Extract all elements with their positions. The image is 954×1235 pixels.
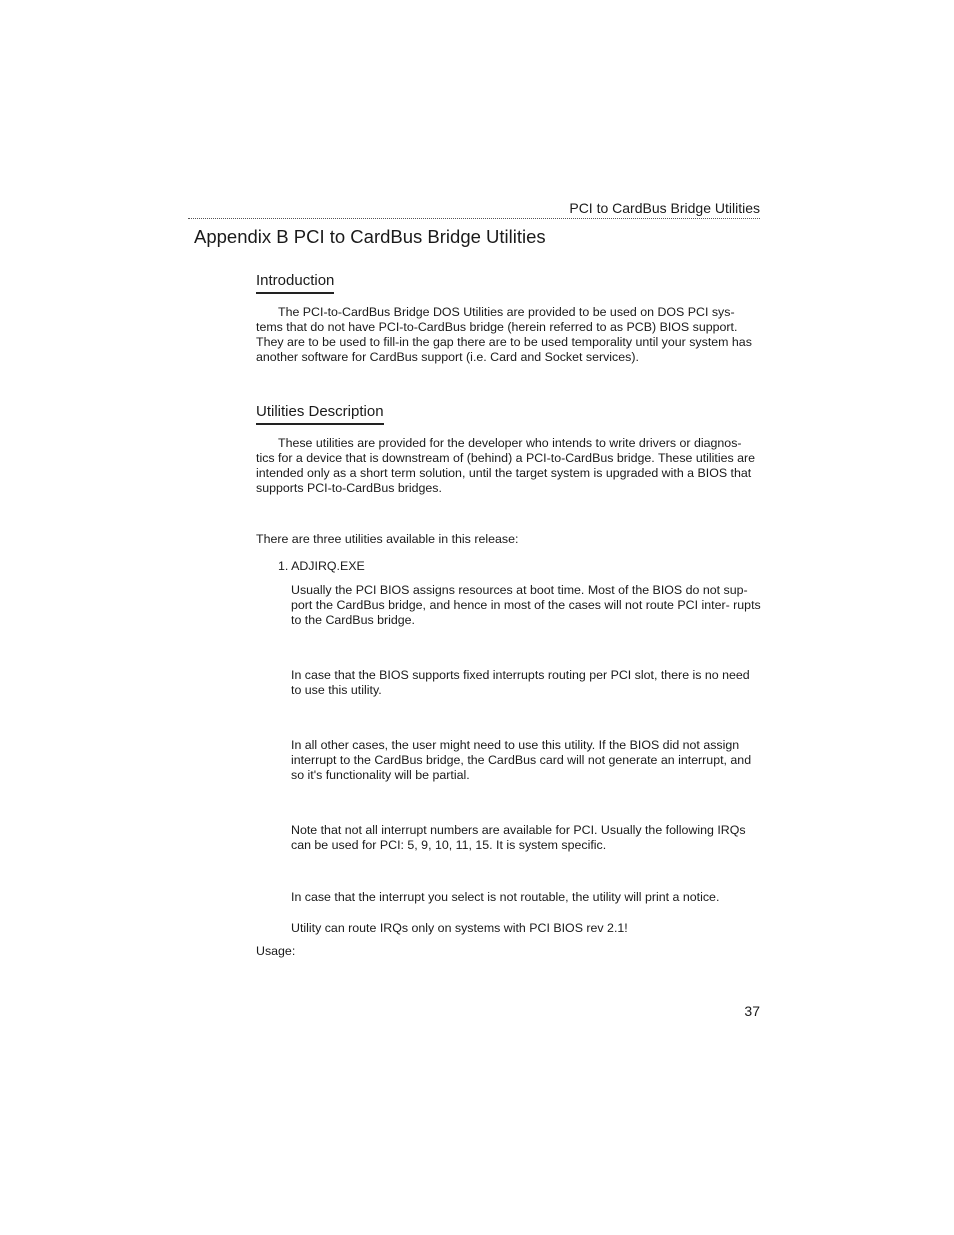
- chapter-title: Appendix B PCI to CardBus Bridge Utilities: [194, 226, 546, 247]
- page-number: 37: [744, 1003, 760, 1019]
- introduction-paragraph: The PCI-to-CardBus Bridge DOS Utilities are provided to be used on DOS PCI sys- tems that do not have PCI-to-CardBus bridge (herein referred to as PCB) BIOS support. They are to be used to fill-in the gap there are to be used temporality until your system has another software for CardBus support (i.e. Card and Socket services).: [256, 305, 752, 364]
- section-heading-utilities-description: Utilities Description: [256, 403, 384, 425]
- list-item-adjirq: 1. ADJIRQ.EXE: [278, 559, 365, 573]
- adjirq-paragraph-2: In case that the BIOS supports fixed interrupts routing per PCI slot, there is no need to use this utility.: [291, 668, 750, 697]
- usage-label: Usage:: [256, 944, 296, 958]
- header-divider: [188, 218, 760, 219]
- adjirq-paragraph-1: Usually the PCI BIOS assigns resources at boot time. Most of the BIOS do not sup- port the CardBus bridge, and hence in most of the cases will not route PCI inter- rupts to the CardBus bridge.: [291, 583, 761, 627]
- running-header: PCI to CardBus Bridge Utilities: [569, 200, 760, 216]
- utilities-description-paragraph: These utilities are provided for the developer who intends to write drivers or diagnos- tics for a device that is downstream of (behind) a PCI-to-CardBus bridge. These utilities are intended only as a short term solution, until the target system is upgraded with a BIOS that supports PCI-to-CardBus bridges.: [256, 436, 756, 495]
- adjirq-paragraph-6: Utility can route IRQs only on systems with PCI BIOS rev 2.1!: [291, 921, 628, 935]
- section-heading-introduction: Introduction: [256, 272, 334, 294]
- availability-sentence: There are three utilities available in this release:: [256, 532, 519, 546]
- adjirq-paragraph-3: In all other cases, the user might need to use this utility. If the BIOS did not assign interrupt to the CardBus bridge, the CardBus card will not generate an interrupt, and so it's functionality will be partial.: [291, 738, 752, 782]
- adjirq-paragraph-4: Note that not all interrupt numbers are available for PCI. Usually the following IRQs can be used for PCI: 5, 9, 10, 11, 15. It is system specific.: [291, 823, 746, 852]
- adjirq-paragraph-5: In case that the interrupt you select is not routable, the utility will print a notice.: [291, 890, 720, 904]
